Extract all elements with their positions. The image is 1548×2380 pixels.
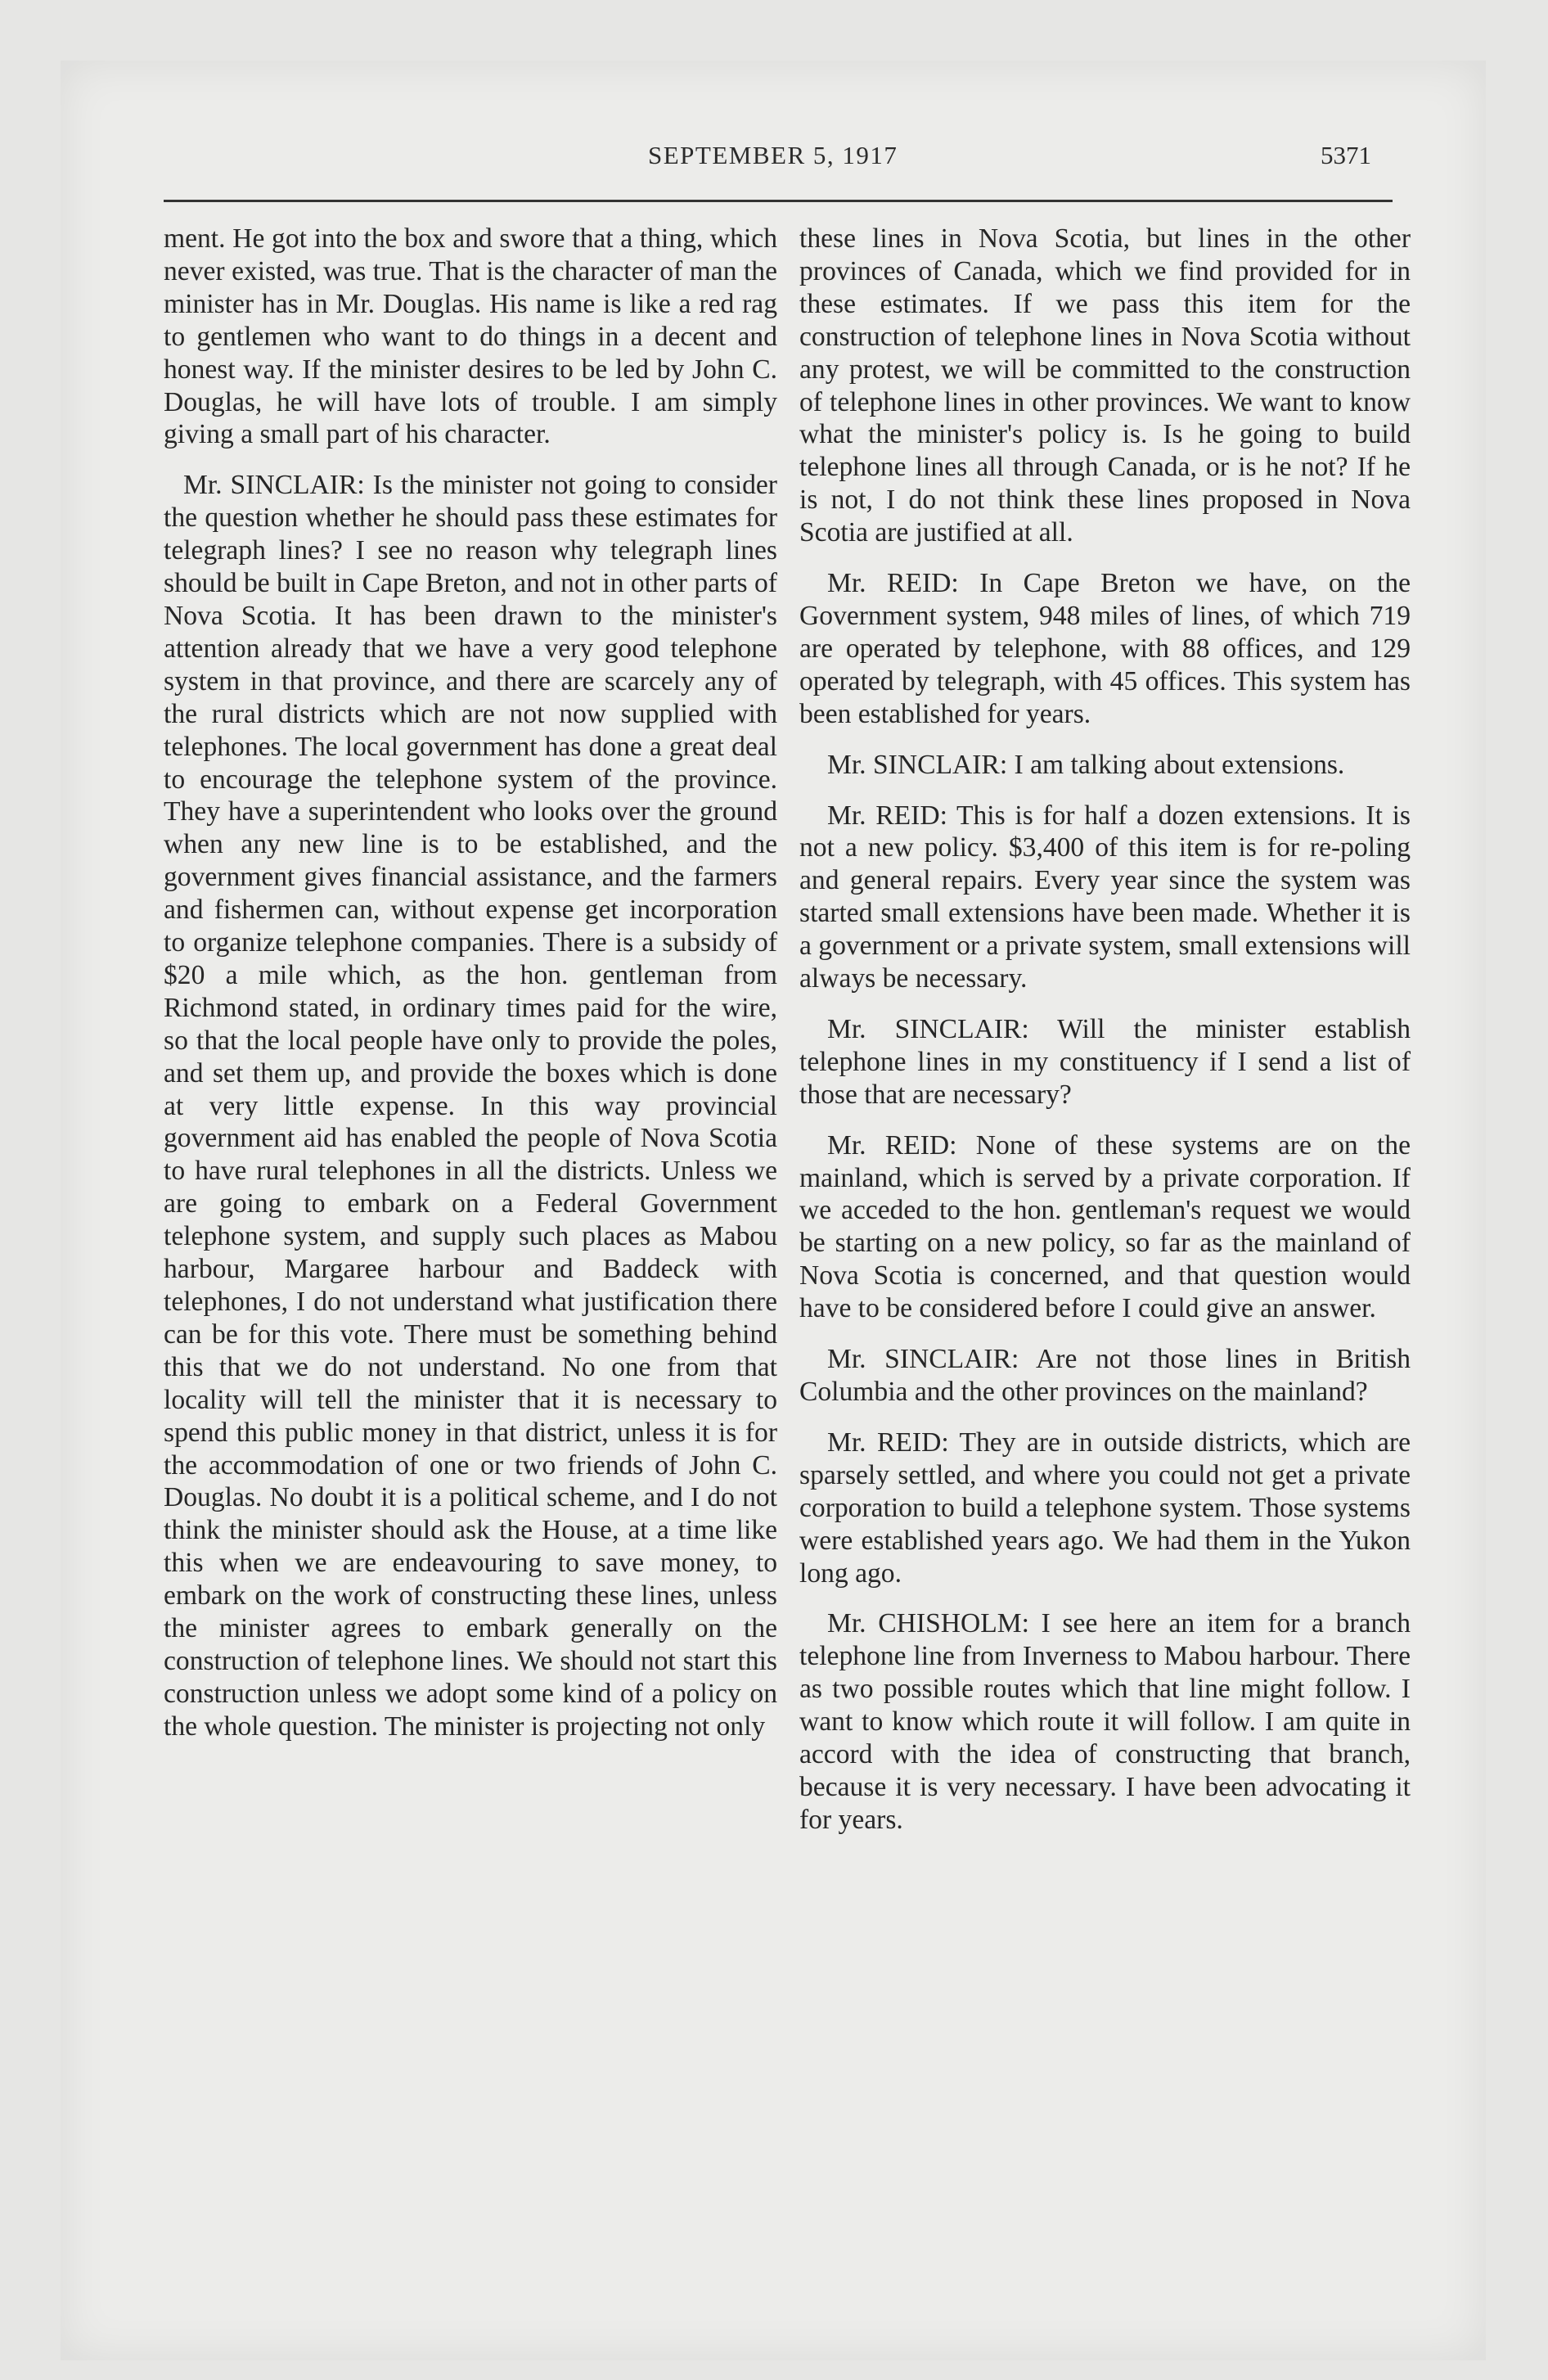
page-date: SEPTEMBER 5, 1917 bbox=[648, 141, 898, 169]
paragraph: Mr. REID: They are in outside districts, which are sparsely settled, and where you could not get a private corporation to build a telephone system. Those systems were established years ago. We had them in the Yukon long ago. bbox=[799, 1427, 1411, 1589]
paragraph: Mr. SINCLAIR: Is the minister not going to consider the question whether he should pass these estimates for telegraph lines? I see no reason why telegraph lines should be built in Cape Breton, and not in other parts of Nova Scotia. It has been drawn to the minister's attention already that we have a very good telephone system in that province, and there are scarcely any of the rural districts which are not now supplied with telephones. The local government has done a great deal to encourage the telephone system of the province. They have a superintendent who looks over the ground when any new line is to be established, and the government gives financial assistance, and the farmers and fishermen can, without expense get incorporation to organize telephone companies. There is a subsidy of $20 a mile which, as the hon. gentleman from Richmond stated, in ordinary times paid for the wire, so that the local people have only to provide the poles, and set them up, and provide the boxes which is done at very little expense. In this way provincial government aid has enabled the people of Nova Scotia to have rural telephones in all the districts. Unless we are going to embark on a Federal Government telephone system, and supply such places as Mabou harbour, Margaree harbour and Baddeck with telephones, I do not understand what justification there can be for this vote. There must be something behind this that we do not understand. No one from that locality will tell the minister that it is necessary to spend this public money in that district, unless it is for the accommodation of one or two friends of John C. Douglas. No doubt it is a political scheme, and I do not think the minister should ask the House, at a time like this when we are endeavouring to save money, to embark on the work of constructing these lines, unless the minister agrees to embark generally on the construction of telephone lines. We should not start this construction unless we adopt some kind of a policy on the whole question. The minister is projecting not only bbox=[164, 470, 777, 1742]
paragraph: Mr. SINCLAIR: I am talking about extensions. bbox=[827, 749, 1345, 780]
page-header bbox=[0, 79, 1548, 169]
page-number: 5371 bbox=[1321, 141, 1371, 169]
paragraph: Mr. SINCLAIR: Are not those lines in British Columbia and the other provinces on the mainland? bbox=[799, 1344, 1411, 1407]
paragraph: Mr. REID: This is for half a dozen extensions. It is not a new policy. $3,400 of this item is for re-poling and general repairs. Every year since the system was started small extensions have been made. Whether it is a government or a private system, small extensions will always be necessary. bbox=[799, 800, 1411, 994]
paragraph: Mr. SINCLAIR: Will the minister establish telephone lines in my constituency if I send a list of those that are necessary? bbox=[799, 1013, 1411, 1110]
header-rule bbox=[164, 200, 1393, 202]
paragraph: these lines in Nova Scotia, but lines in the other provinces of Canada, which we find provided for in these estimates. If we pass this item for the construction of telephone lines in Nova Scotia without any protest, we will be committed to the construction of telephone lines in other provinces. We want to know what the minister's policy is. Is he going to build telephone lines all through Canada, or is he not? If he is not, I do not think these lines proposed in Nova Scotia are justified at all. bbox=[799, 223, 1411, 548]
paragraph: ment. He got into the box and swore that a thing, which never existed, was true. That is the character of man the minister has in Mr. Douglas. His name is like a red rag to gentlemen who want to do things in a decent and honest way. If the minister desires to be led by John C. Douglas, he will have lots of trouble. I am simply giving a small part of his character. bbox=[164, 223, 777, 450]
left-column bbox=[164, 223, 777, 1761]
paragraph: Mr. REID: In Cape Breton we have, on the Government system, 948 miles of lines, of which 719 are operated by telephone, with 88 offices, and 129 operated by telegraph, with 45 offices. This system has been established for years. bbox=[799, 568, 1411, 729]
paragraph: Mr. CHISHOLM: I see here an item for a branch telephone line from Inverness to Mabou harbour. There as two possible routes which that line might follow. I want to know which route it will follow. I am quite in accord with the idea of constructing that branch, because it is very necessary. I have been advocating it for years. bbox=[799, 1608, 1411, 1835]
right-column bbox=[799, 223, 1411, 1855]
paragraph: Mr. REID: None of these systems are on the mainland, which is served by a private corporation. If we acceded to the hon. gentleman's request we would be starting on a new policy, so far as the mainland of Nova Scotia is concerned, and that question would have to be considered before I could give an answer. bbox=[799, 1129, 1411, 1324]
